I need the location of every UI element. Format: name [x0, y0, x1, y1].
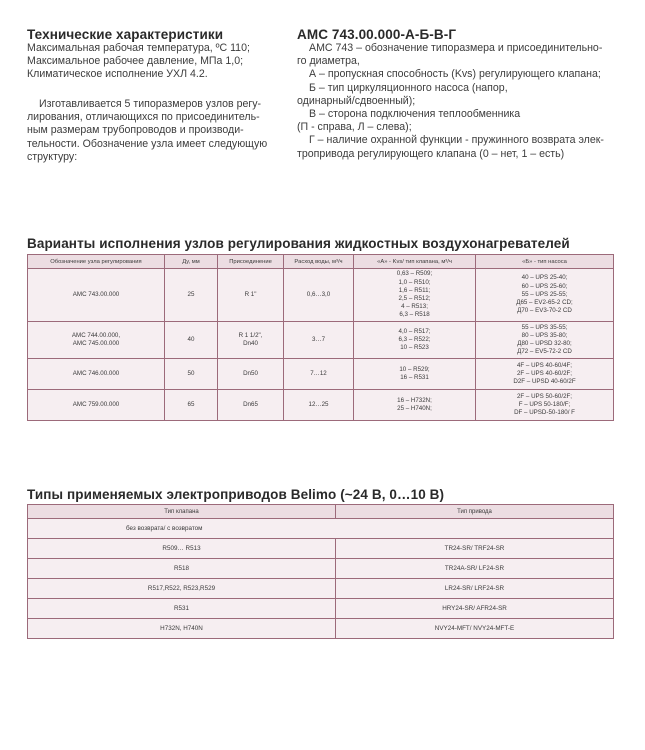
- valve-cell: R509… R513: [28, 539, 336, 559]
- col-header: Ду, мм: [165, 255, 218, 269]
- kvs-cell: 0,63 – R509; 1,0 – R510; 1,6 – R511; 2,5 – R512; 4 – R513; 6,3 – R518: [354, 269, 476, 322]
- table-row: [28, 390, 614, 421]
- table-row: [28, 559, 614, 579]
- connection-cell: Dn50: [218, 359, 284, 390]
- tech-heading: Технические характеристики: [27, 27, 224, 42]
- legend-line: (П - справа, Л – слева);: [297, 121, 412, 134]
- drive-cell: HRY24-SR/ AFR24-SR: [336, 599, 614, 619]
- subheader-cell: без возврата/ с возвратом: [28, 519, 614, 539]
- variants-table: [27, 254, 614, 421]
- table-row: [28, 359, 614, 390]
- flow-cell: 7…12: [284, 359, 354, 390]
- kvs-cell: 10 – R529; 16 – R531: [354, 359, 476, 390]
- legend-line: тропривода регулирующего клапана (0 – нет, 1 – есть): [297, 147, 565, 160]
- variants-header-row: [28, 255, 614, 269]
- designation-legend: [297, 42, 627, 161]
- drive-cell: TR24A-SR/ LF24-SR: [336, 559, 614, 579]
- paragraph-line: Изготавливается 5 типоразмеров узлов регу-: [39, 98, 262, 110]
- table-row: [28, 599, 614, 619]
- legend-line: Г – наличие охранной функции - пружинного возврата элек-: [309, 134, 604, 147]
- pump-cell: 40 – UPS 25-40; 60 – UPS 25-60; 55 – UPS 25-55; Д65 – EV2-65-2 CD; Д70 – EV3-70-2 CD: [476, 269, 614, 322]
- drives-table: [27, 504, 614, 639]
- kvs-cell: 4,0 – R517; 6,3 – R522; 10 – R523: [354, 322, 476, 359]
- legend-line: одинарный/сдвоенный);: [297, 94, 416, 107]
- legend-line: А – пропускная способность (Kvs) регулирующего клапана;: [309, 68, 601, 81]
- table-row: [28, 579, 614, 599]
- tech-specs: [27, 42, 292, 82]
- col-header: Обозначение узла регулирования: [28, 255, 165, 269]
- pump-cell: 55 – UPS 35-55; 80 – UPS 35-80; Д80 – UPSD 32-80; Д72 – EV5-72-2 CD: [476, 322, 614, 359]
- drive-cell: LR24-SR/ LRF24-SR: [336, 579, 614, 599]
- col-header: Расход воды, м³/ч: [284, 255, 354, 269]
- connection-cell: R 1": [218, 269, 284, 322]
- legend-line: АМС 743 – обозначение типоразмера и присоединительно-: [309, 42, 603, 54]
- model-cell: АМС 759.00.000: [28, 390, 165, 421]
- model-cell: АМС 746.00.000: [28, 359, 165, 390]
- variants-heading: Варианты исполнения узлов регулирования жидкостных воздухонагревателей: [27, 236, 570, 251]
- col-header: «А» - Kvs/ тип клапана, м³/ч: [354, 255, 476, 269]
- tech-line: Максимальная рабочая температура, ºС 110;: [27, 42, 250, 54]
- paragraph-line: структуру:: [27, 150, 78, 163]
- drives-subheader-row: [28, 519, 614, 539]
- tech-paragraph: [27, 98, 292, 164]
- col-header: «Б» - тип насоса: [476, 255, 614, 269]
- table-row: [28, 322, 614, 359]
- paragraph-line: лирования, отличающихся по присоединитель-: [27, 111, 260, 124]
- valve-cell: R517,R522, R523,R529: [28, 579, 336, 599]
- flow-cell: 3…7: [284, 322, 354, 359]
- valve-cell: H732N, H740N: [28, 619, 336, 639]
- drives-heading: Типы применяемых электроприводов Belimo (~24 В, 0…10 В): [27, 487, 445, 502]
- designation-heading: АМС 743.00.000-А-Б-В-Г: [297, 27, 457, 42]
- legend-line: го диаметра,: [297, 55, 360, 68]
- drives-header-row: [28, 505, 614, 519]
- model-cell: АМС 744.00.000, АМС 745.00.000: [28, 322, 165, 359]
- pump-cell: 4F – UPS 40-60/4F; 2F – UPS 40-60/2F; D2F – UPSD 40-60/2F: [476, 359, 614, 390]
- dn-cell: 50: [165, 359, 218, 390]
- dn-cell: 25: [165, 269, 218, 322]
- kvs-cell: 16 – H732N; 25 – H740N;: [354, 390, 476, 421]
- flow-cell: 0,6…3,0: [284, 269, 354, 322]
- col-header: Тип привода: [336, 505, 614, 519]
- dn-cell: 65: [165, 390, 218, 421]
- drive-cell: TR24-SR/ TRF24-SR: [336, 539, 614, 559]
- dn-cell: 40: [165, 322, 218, 359]
- table-row: [28, 539, 614, 559]
- valve-cell: R518: [28, 559, 336, 579]
- legend-line: Б – тип циркуляционного насоса (напор,: [309, 81, 508, 94]
- pump-cell: 2F – UPS 50-60/2F; F – UPS 50-180/F; DF – UPSD-50-180/ F: [476, 390, 614, 421]
- drive-cell: NVY24-MFT/ NVY24-MFT-E: [336, 619, 614, 639]
- paragraph-line: ным размерам трубопроводов и производи-: [27, 124, 244, 137]
- connection-cell: R 1 1/2", Dn40: [218, 322, 284, 359]
- tech-line: Климатическое исполнение УХЛ 4.2.: [27, 68, 208, 81]
- col-header: Присоединение: [218, 255, 284, 269]
- model-cell: АМС 743.00.000: [28, 269, 165, 322]
- table-row: [28, 619, 614, 639]
- tech-line: Максимальное рабочее давление, МПа 1,0;: [27, 55, 244, 68]
- table-row: [28, 269, 614, 322]
- col-header: Тип клапана: [28, 505, 336, 519]
- valve-cell: R531: [28, 599, 336, 619]
- flow-cell: 12…25: [284, 390, 354, 421]
- paragraph-line: тельности. Обозначение узла имеет следующую: [27, 137, 268, 150]
- connection-cell: Dn65: [218, 390, 284, 421]
- legend-line: В – сторона подключения теплообменника: [309, 108, 521, 121]
